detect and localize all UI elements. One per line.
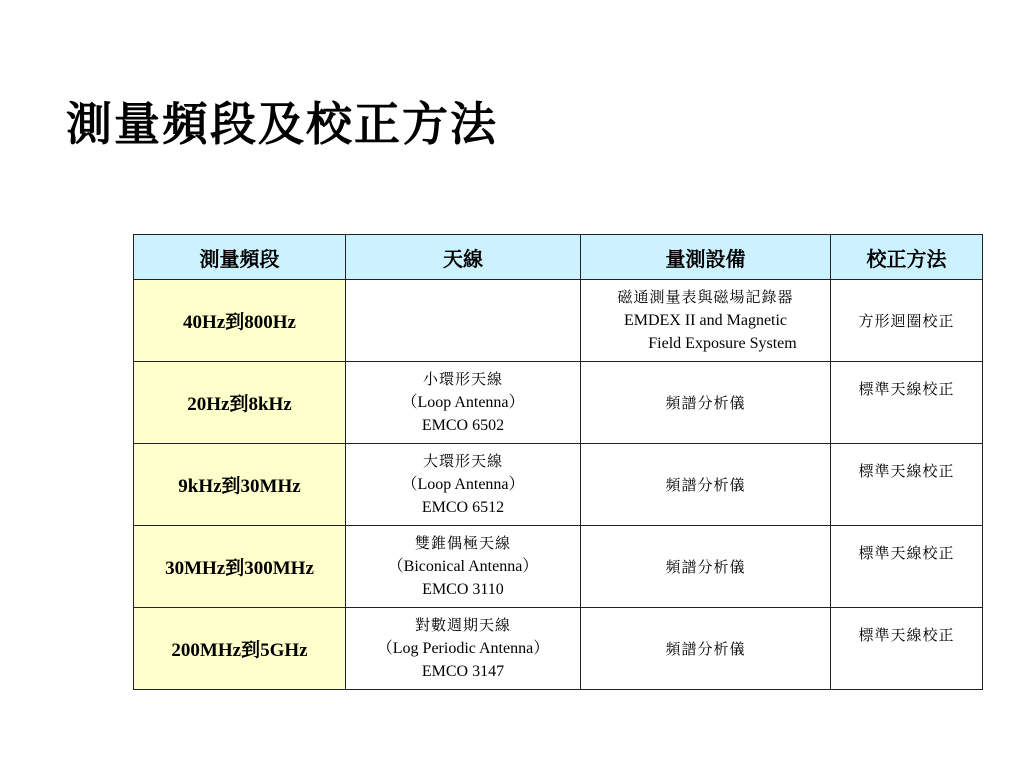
calibration-cell: 標準天線校正: [831, 362, 983, 444]
antenna-cell: [346, 362, 581, 444]
header-band: 測量頻段: [134, 235, 346, 280]
antenna-line: 雙錐偶極天線: [414, 534, 511, 552]
calibration-cell: 標準天線校正: [831, 608, 983, 690]
calibration-cell: 標準天線校正: [831, 444, 983, 526]
table-row: [134, 608, 983, 690]
antenna-cell: [346, 608, 581, 690]
antenna-line: 小環形天線: [422, 370, 503, 388]
antenna-line: EMCO 3110: [422, 581, 504, 598]
band-cell: 200MHz到5GHz: [134, 608, 346, 690]
antenna-line: （Loop Antenna）: [401, 394, 525, 411]
antenna-cell: [346, 280, 581, 362]
band-cell: 30MHz到300MHz: [134, 526, 346, 608]
equipment-cell: 頻譜分析儀: [581, 526, 831, 608]
antenna-line: EMCO 6502: [421, 417, 505, 434]
equipment-cell: [581, 280, 831, 362]
calibration-table: [133, 234, 983, 690]
antenna-line: EMCO 6512: [421, 499, 505, 516]
table-row: [134, 526, 983, 608]
calibration-cell: 方形迴圈校正: [831, 280, 983, 362]
table-row: [134, 362, 983, 444]
calibration-cell: 標準天線校正: [831, 526, 983, 608]
antenna-line: 大環形天線: [422, 452, 503, 470]
equipment-cell: 頻譜分析儀: [581, 362, 831, 444]
antenna-line: （Loop Antenna）: [401, 476, 525, 493]
antenna-line: 對數週期天線: [414, 616, 511, 634]
slide-title: 測量頻段及校正方法: [66, 97, 498, 151]
header-calibration: 校正方法: [831, 235, 983, 280]
equipment-cell: 頻譜分析儀: [581, 444, 831, 526]
equipment-line: 磁通測量表與磁場記錄器: [617, 288, 794, 306]
antenna-line: （Biconical Antenna）: [387, 558, 539, 575]
antenna-cell: [346, 526, 581, 608]
equipment-cell: 頻譜分析儀: [581, 608, 831, 690]
table-row: [134, 280, 983, 362]
equipment-line: EMDEX II and Magnetic: [623, 312, 788, 329]
antenna-cell: [346, 444, 581, 526]
antenna-line: （Log Periodic Antenna）: [376, 640, 550, 657]
table-header-row: [134, 235, 983, 280]
band-cell: 20Hz到8kHz: [134, 362, 346, 444]
band-cell: 40Hz到800Hz: [134, 280, 346, 362]
header-antenna: 天線: [346, 235, 581, 280]
equipment-line: Field Exposure System: [648, 335, 797, 352]
band-cell: 9kHz到30MHz: [134, 444, 346, 526]
header-equipment: 量測設備: [581, 235, 831, 280]
table-row: [134, 444, 983, 526]
antenna-line: EMCO 3147: [421, 663, 505, 680]
